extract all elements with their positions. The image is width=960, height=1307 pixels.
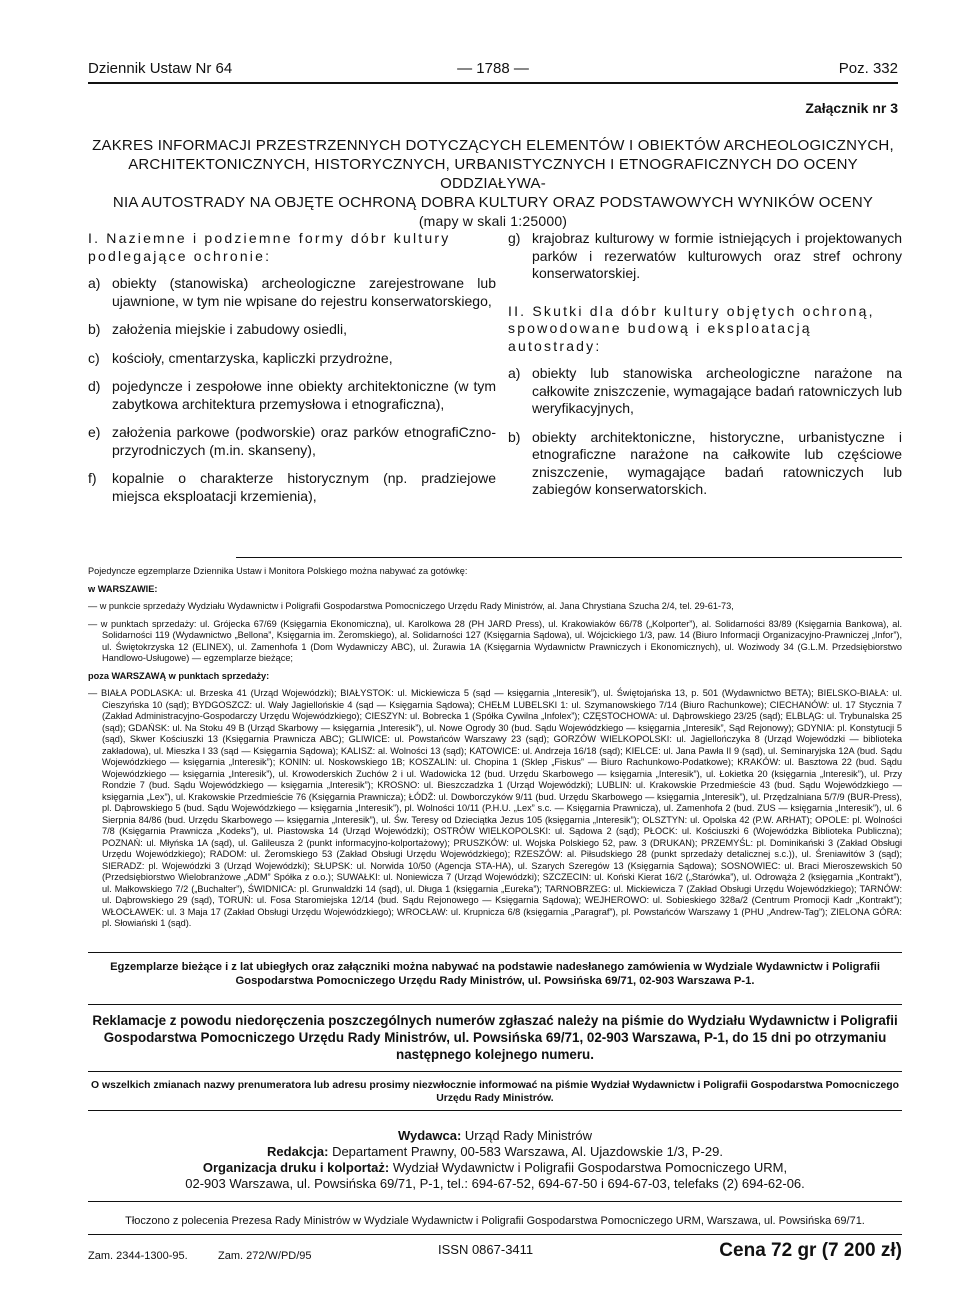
printing-line: [88, 1160, 902, 1176]
item-letter: d): [88, 378, 101, 394]
order-number-2: Zam. 272/W/PD/95: [218, 1250, 312, 1262]
title-line-1: ZAKRES INFORMACJI PRZESTRZENNYCH DOTYCZĄCYCH ELEMENTÓW I OBIEKTÓW ARCHEOLOGICZNYCH,: [92, 137, 894, 154]
list-item: [88, 275, 496, 310]
distribution-intro: Pojedyncze egzemplarze Dziennika Ustaw i Monitora Polskiego można nabywać za gotówkę:: [88, 566, 468, 576]
list-item: [88, 321, 496, 339]
warsaw-point-1: — w punkcie sprzedaży Wydziału Wydawnictw i Poligrafii Gospodarstwa Pomocniczego Urzędu Rady Ministrów, al. Jana Chrystiana Szucha 2/4, tel. 29-61-73,: [88, 601, 734, 611]
section-divider: [236, 557, 902, 558]
item-letter: f): [88, 470, 97, 486]
outside-points: — BIAŁA PODLASKA: ul. Brzeska 41 (Urząd Wojewódzki); BIAŁYSTOK: ul. Mickiewicza 5 (sąd — księgarnia „Interesik”), ul. Świętojańska 13, p. 501 (Wydawnictwo BETA); BIELSKO-BIAŁA: ul. Cieszyńska 10 (sąd); BYDGOSZCZ: ul. Wały Jagiellońskie 4 (sąd — Księgarnia Sądowa); CHEŁM LUBELSKI 1: ul. Szymanowskiego 7/14 (Biuro Rachunkowe); CIECHANÓW: ul. 17 Stycznia 7 (Zakład Administracyjno-Gospodarczy Urzędu Wojewódzkiego); CIESZYN: ul. Bobrecka 1 (Spółka Cywilna „Infolex”); CZĘSTOCHOWA: ul. Dąbrowskiego 23/25 (sąd); ELBLĄG: ul. Trybunalska 25 (sąd); GDAŃSK: ul. Na Stoku 49 B (Urząd Skarbowy — księgarnia „Interesik”), ul. Nowe Ogrody 30 (bud. Sądu Wojewódzkiego — księgarnia „Interesik”, Sąd Rejonowy); GDYNIA: pl. Konstytucji 5 (sąd), Skwer Kościuszki 13 (Księgarnia Prawnicza ABC); GLIWICE: ul. Powstańców Warszawy 23 (sąd); GORZÓW WIELKOPOLSKI: ul. Jagiellończyka 8 (Urząd Wojewódzki — biblioteka zakładowa), ul. Mieszka I 33 (sąd — Księgarnia Sądowa); KALISZ: al. Wolności 13 (sąd); KATOWICE: ul. Andrzeja 16/18 (sąd); KIELCE: ul. Jana Pawła II 9 (sąd), ul. Seminaryjska 12A (bud. Sądu Wojewódzkiego — księgarnia „Interesik”); KONIN: ul. Noskowskiego 1B; KOSZALIN: ul. Chopina 1 (Sklep „Fiskus” — Biuro Rachunkowo-Podatkowe); KRAKÓW: ul. Basztowa 22 (bud. Sądu Wojewódzkiego — księgarnia „Interesik”), ul. Krowoderskich Zuchów 2 i ul. Wadowicka 12 (bud. Urzędu Skarbowego — księgarnia „Interesik”), ul. Łokietka 20 (księgarnia „Interesik”), ul. Przy Rondzie 7 (bud. Sądu Wojewódzkiego — księgarnia „Interesik”); KROSNO: ul. Bieszczadzka 1 (Urząd Wojewódzki); LUBLIN: ul. Krakowskie Przedmieście 43 (bud. Sądu Wojewódzkiego — księgarnia „Lex”), ul. Krakowskie Przedmieście 76 (Księgarnia Prawnicza); ŁÓDŹ: ul. Dowborczyków 9/11 (bud. Urzędu Skarbowego — księgarnia „Interesik”), ul. Przędzalniana 5/7/9 (BUR-Press), pl. Dąbrowskiego 5 (bud. Sądu Wojewódzkiego — księgarnia „Interesik”), pl. Wolności 10/11 (P.H.U. „Lex” s.c. — Księgarnia Prawnicza), ul. Zamenhofa 2 (bud. ZUS — księgarnia „Interesik”), ul. 6 Sierpnia 84/86 (bud. Urzędu Skarbowego — księgarnia „Interesik”), ul. Św. Teresy od Dzieciątka Jezus 105 (księgarnia „Interesik”); OLSZTYN: ul. Opolska 42 (P.W. ARHAT); OPOLE: pl. Wolności 7/8 (Księgarnia Prawnicza „Kodeks”), ul. Piastowska 14 (Urząd Wojewódzki); OSTRÓW WIELKOPOLSKI: ul. Sądowa 2 (sąd); PŁOCK: ul. Kościuszki 6 (Wojewódzka Biblioteka Publiczna); POZNAŃ: ul. Młyńska 1A (sąd), ul. Galileusza 2 (punkt informacyjno-kolportażowy); PRUSZKÓW: ul. Wojska Polskiego 52, paw. 3 (DRUKAN); PRZEMYŚL: pl. Dominikański 3 (Zakład Obsługi Urzędu Wojewódzkiego); RADOM: ul. Żeromskiego 53 (Zakład Obsługi Urzędu Wojewódzkiego); RZESZÓW: al. Piłsudskiego 28 (punkt sprzedaży detalicznej s.c.)), ul. Śreniawitów 3 (sąd); SIERADZ: pl. Wojewódzki 3 (Urząd Wojewódzki); SŁUPSK: ul. Norwida 10/50 (Agencja STA-HA), ul. Szarych Szeregów 13 (Księgarnia Sądowa); SOSNOWIEC: ul. Braci Mieroszewskich 50 (Przedsiębiorstwo Wielobranżowe „ADM” Spółka z o.o.); SUWAŁKI: ul. Noniewicza 7 (Urząd Wojewódzki); SZCZECIN: ul. Koński Kierat 16/2 („Starówka”), ul. Odrowąża 2 (księgarnia „Kontrakt”), ul. Małkowskiego 7/2 („Buchalter”), ŚWIDNICA: pl. Grunwaldzki 14 (sąd), ul. Długa 1 (księgarnia „Eureka”); TARNOBRZEG: ul. Mickiewicza 7 (Zakład Obsługi Urzędu Wojewódzkiego); TARNÓW: ul. Dąbrowskiego 29 (sąd), TORUŃ: ul. Fosa Staromiejska 12/14 (bud. Sądu Rejonowego — Księgarnia Sądowa); WEJHEROWO: ul. Sobieskiego 328a/2 (Centrum Promocji Kadr „Kontrakt”); WŁOCŁAWEK: ul. 3 Maja 17 (Zakład Obsługi Urzędu Wojewódzkiego); WROCŁAW: ul. Krupnicza 6/8 (księgarnia „Paragraf”), pl. Powstańców Warszawy 1 (PHU „Andrew-Tag”); ZIELONA GÓRA: pl. Słowiański 1 (sąd).: [88, 688, 902, 928]
list-item: [508, 230, 902, 283]
publisher-name: Urząd Rady Ministrów: [464, 1128, 593, 1143]
right-column: [508, 230, 902, 510]
printing-label: Organizacja druku i kolportaż:: [202, 1160, 390, 1175]
printing-contact: 02-903 Warszawa, ul. Powsińska 69/71, P-1, tel.: 694-67-52, 694-67-50 i 694-67-03, telefaks (2) 694-62-06.: [185, 1176, 805, 1191]
item-text: obiekty lub stanowiska archeologiczne narażone na całkowite zniszczenie, wymagające badań ratowniczych lub weryfikacyjnych,: [532, 365, 902, 416]
notice-divider: [88, 952, 902, 953]
outside-heading-text: poza WARSZAWĄ w punktach sprzedaży:: [88, 670, 270, 681]
section-1-heading: I. Naziemne i podziemne formy dóbr kultury podlegające ochronie:: [88, 230, 451, 264]
running-header: [88, 60, 898, 84]
editorial-line: [88, 1144, 902, 1160]
footer-divider: [88, 1234, 902, 1235]
list-item: [88, 424, 496, 459]
item-text: kopalnie o charakterze historycznym (np. pradziejowe miejsca eksploatacji krzemienia),: [112, 470, 496, 504]
page-number: — 1788 —: [457, 60, 529, 77]
footer: [88, 1242, 902, 1272]
notice-divider: [88, 1004, 902, 1005]
printing-org: Wydział Wydawnictw i Poligrafii Gospodarstwa Pomocniczego URM,: [392, 1160, 788, 1175]
item-text: pojedyncze i zespołowe inne obiekty architektoniczne (w tym zabytkowa architektura przemysłowa i etnograficzna),: [112, 378, 496, 412]
position-number: Poz. 332: [838, 60, 898, 77]
issn: ISSN 0867-3411: [438, 1242, 534, 1257]
item-letter: b): [508, 428, 521, 445]
notice-orders: Egzemplarze bieżące i z lat ubiegłych oraz załączniki można nabywać na podstawie nadesłanego zamówienia w Wydziale Wydawnictw i Poligrafii Gospodarstwa Pomocniczego Urzędu Rady Ministrów, ul. Powsińska 69/71, 02-903 Warszawa P-1.: [110, 961, 880, 987]
title-scale: (mapy w skali 1:25000): [418, 213, 568, 229]
title-line-3: NIA AUTOSTRADY NA OBJĘTE OCHRONĄ DOBRA KULTURY ORAZ PODSTAWOWYCH WYNIKÓW OCENY: [112, 194, 874, 211]
item-text: obiekty (stanowiska) archeologiczne zarejestrowane lub ujawnione, w tym nie wpisane do rejestru konserwatorskiego,: [112, 275, 496, 309]
publisher-line: [88, 1128, 902, 1144]
notice-divider: [88, 1110, 902, 1111]
printing-note: Tłoczono z polecenia Prezesa Rady Ministrów w Wydziale Wydawnictw i Poligrafii Gospodarstwa Pomocniczego URM, Warszawa, ul. Powsińska 69/71.: [125, 1215, 865, 1227]
notice-complaints: Reklamacje z powodu niedoręczenia poszczególnych numerów zgłaszać należy na piśmie do Wydziału Wydawnictw i Poligrafii Gospodarstwa Pomocniczego Urzędu Rady Ministrów, ul. Powsińska 69/71, 02-903 Warszawa, P-1, do 15 dni po otrzymaniu następnego kolejnego numeru.: [92, 1013, 898, 1062]
notice-divider: [88, 1071, 902, 1072]
editorial-label: Redakcja:: [267, 1144, 329, 1159]
document-title: [84, 136, 902, 231]
notice-address-change: O wszelkich zmianach nazwy prenumeratora lub adresu prosimy niezwłocznie informować na piśmie Wydział Wydawnictw i Poligrafii Gospodarstwa Pomocniczego Urzędu Rady Ministrów.: [91, 1080, 899, 1104]
item-letter: c): [88, 349, 100, 366]
item-text: obiekty architektoniczne, historyczne, urbanistyczne i etnograficzne narażone na całkowite lub częściowe zniszczenie, wymagające badań ratowniczych lub zabiegów konserwatorskich.: [532, 428, 902, 497]
publisher-label: Wydawca:: [397, 1128, 462, 1143]
item-text: założenia parkowe (podworskie) oraz parków etnografiCzno-przyrodniczych (m.in. skanseny),: [112, 424, 496, 458]
distribution-info: [88, 566, 902, 930]
list-item: [88, 350, 496, 368]
footer-divider: [88, 1201, 902, 1202]
warsaw-heading: [88, 584, 902, 596]
list-item: [88, 378, 496, 413]
item-letter: b): [88, 321, 101, 337]
item-letter: e): [88, 424, 101, 440]
item-text: krajobraz kulturowy w formie istniejących i projektowanych parków i rezerwatów kulturowych oraz stref ochrony konserwatorskiej.: [532, 230, 902, 281]
item-letter: g): [508, 230, 521, 246]
publisher-block: [88, 1128, 902, 1192]
item-text: założenia miejskie i zabudowy osiedli,: [112, 321, 348, 337]
section-2-heading: II. Skutki dla dóbr kultury objętych ochroną, spowodowane budową i eksploatacją autostrady:: [508, 302, 875, 354]
list-item: [88, 470, 496, 505]
journal-name: Dziennik Ustaw Nr 64: [88, 60, 233, 77]
title-line-2: ARCHITEKTONICZNYCH, HISTORYCZNYCH, URBANISTYCZNYCH I ETNOGRAFICZNYCH DO OCENY ODDZIAŁYWA-: [128, 156, 858, 192]
item-letter: a): [508, 365, 521, 381]
left-column: [88, 230, 496, 516]
editorial-address: Departament Prawny, 00-583 Warszawa, Al. Ujazdowskie 1/3, P-29.: [332, 1144, 723, 1159]
order-number-1: Zam. 2344-1300-95.: [88, 1250, 188, 1262]
list-item: [508, 365, 902, 418]
price: Cena 72 gr (7 200 zł): [719, 1240, 902, 1261]
warsaw-point-2: — w punktach sprzedaży: ul. Grójecka 67/69 (Księgarnia Ekonomiczna), ul. Karolkowa 28 (PH JARD Press), ul. Krakowiaków 66/78 („Kolporter”), al. Solidarności 83/89 (Księgarnia Bankowa), al. Solidarności 119 (Wydawnictwo „Bellona”, Księgarnia im. Żeromskiego), al. Solidarności 127 (Księgarnia Sądowa), ul. Wójcickiego 1/3, paw. 14 (Biuro Informacji Organizacyjno-Prawniczej „Infor”), ul. Świętokrzyska 12 (ELINEX), ul. Zamenhofa 1 (Dom Wydawniczy ABC), ul. Żurawia 1A (Księgarnia Wydawnictw Prawniczych i Ekonomicznych), ul. Woziwody 34 (G.L.M. Przedsiębiorstwo Handlowo-Usługowe) — egzemplarze bieżące;: [88, 618, 902, 663]
list-item: [508, 429, 902, 499]
item-letter: a): [88, 275, 101, 291]
warsaw-heading-text: w WARSZAWIE:: [88, 583, 158, 594]
item-text: kościoły, cmentarzyska, kapliczki przydrożne,: [112, 349, 393, 366]
outside-heading: [88, 671, 902, 683]
annex-label: Załącznik nr 3: [805, 100, 898, 116]
